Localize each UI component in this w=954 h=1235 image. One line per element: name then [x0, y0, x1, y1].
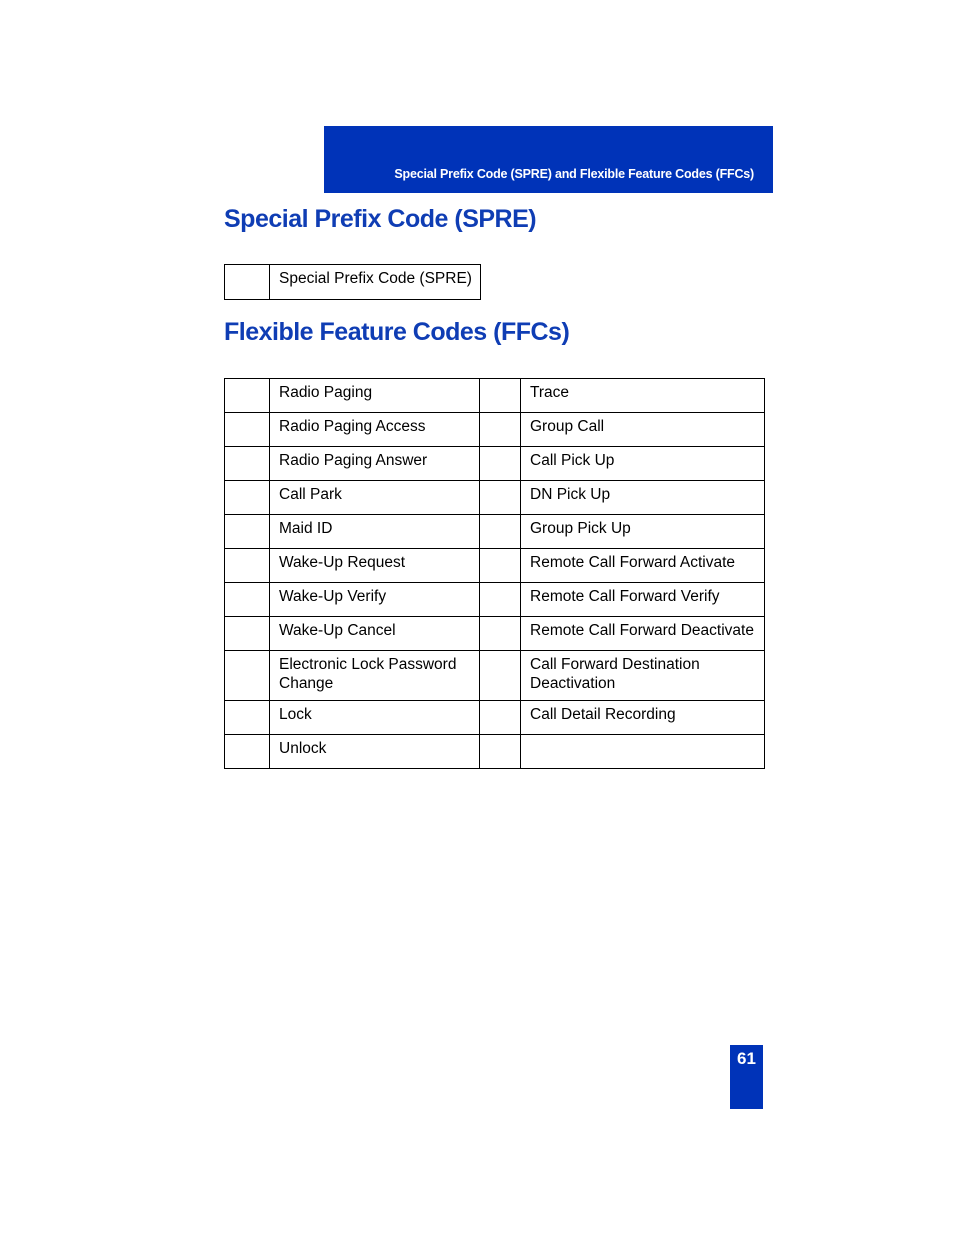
ffc-code-cell[interactable]	[480, 735, 521, 769]
ffc-label-cell: Group Call	[521, 413, 765, 447]
ffc-label-cell: Call Forward Destination Deactivation	[521, 651, 765, 701]
ffc-label-cell: Trace	[521, 379, 765, 413]
ffc-code-cell[interactable]	[480, 447, 521, 481]
table-row	[225, 651, 765, 701]
page-number-tab	[730, 1045, 763, 1109]
ffc-label-cell: Lock	[270, 701, 480, 735]
ffc-code-cell[interactable]	[480, 379, 521, 413]
ffc-code-cell[interactable]	[480, 413, 521, 447]
spre-section-title: Special Prefix Code (SPRE)	[224, 205, 537, 233]
table-row	[225, 413, 765, 447]
table-row	[225, 481, 765, 515]
ffc-code-cell[interactable]	[225, 735, 270, 769]
ffc-code-cell[interactable]	[480, 583, 521, 617]
spre-label-cell: Special Prefix Code (SPRE)	[270, 265, 481, 300]
ffc-label-cell: Remote Call Forward Verify	[521, 583, 765, 617]
ffc-label-cell: Radio Paging	[270, 379, 480, 413]
ffc-code-cell[interactable]	[480, 481, 521, 515]
ffc-label-cell: Electronic Lock Password Change	[270, 651, 480, 701]
ffc-label-cell	[521, 735, 765, 769]
ffc-label-cell: Wake-Up Verify	[270, 583, 480, 617]
ffc-label-cell: Group Pick Up	[521, 515, 765, 549]
ffc-code-cell[interactable]	[480, 701, 521, 735]
ffc-code-cell[interactable]	[225, 583, 270, 617]
ffc-label-cell: Remote Call Forward Deactivate	[521, 617, 765, 651]
ffc-label-cell: Call Detail Recording	[521, 701, 765, 735]
ffc-code-cell[interactable]	[225, 447, 270, 481]
table-row	[225, 265, 481, 300]
spre-table	[224, 264, 481, 300]
ffc-table	[224, 378, 765, 769]
table-row	[225, 735, 765, 769]
ffc-code-cell[interactable]	[225, 701, 270, 735]
ffc-code-cell[interactable]	[225, 413, 270, 447]
ffc-code-cell[interactable]	[225, 651, 270, 701]
table-row	[225, 583, 765, 617]
ffc-label-cell: DN Pick Up	[521, 481, 765, 515]
header-band	[324, 126, 773, 193]
spre-code-cell[interactable]	[225, 265, 270, 300]
ffc-code-cell[interactable]	[225, 617, 270, 651]
ffc-code-cell[interactable]	[480, 515, 521, 549]
ffc-section-title: Flexible Feature Codes (FFCs)	[224, 318, 570, 346]
ffc-code-cell[interactable]	[225, 481, 270, 515]
ffc-code-cell[interactable]	[480, 549, 521, 583]
ffc-label-cell: Call Park	[270, 481, 480, 515]
ffc-label-cell: Call Pick Up	[521, 447, 765, 481]
table-row	[225, 515, 765, 549]
ffc-code-cell[interactable]	[225, 515, 270, 549]
ffc-code-cell[interactable]	[225, 549, 270, 583]
page-number: 61	[737, 1049, 756, 1068]
table-row	[225, 617, 765, 651]
ffc-code-cell[interactable]	[480, 617, 521, 651]
ffc-label-cell: Wake-Up Request	[270, 549, 480, 583]
ffc-label-cell: Radio Paging Answer	[270, 447, 480, 481]
ffc-label-cell: Maid ID	[270, 515, 480, 549]
ffc-label-cell: Radio Paging Access	[270, 413, 480, 447]
ffc-label-cell: Unlock	[270, 735, 480, 769]
table-row	[225, 447, 765, 481]
ffc-code-cell[interactable]	[225, 379, 270, 413]
running-header-title: Special Prefix Code (SPRE) and Flexible Feature Codes (FFCs)	[394, 167, 754, 181]
ffc-label-cell: Remote Call Forward Activate	[521, 549, 765, 583]
ffc-code-cell[interactable]	[480, 651, 521, 701]
table-row	[225, 701, 765, 735]
table-row	[225, 379, 765, 413]
ffc-label-cell: Wake-Up Cancel	[270, 617, 480, 651]
table-row	[225, 549, 765, 583]
